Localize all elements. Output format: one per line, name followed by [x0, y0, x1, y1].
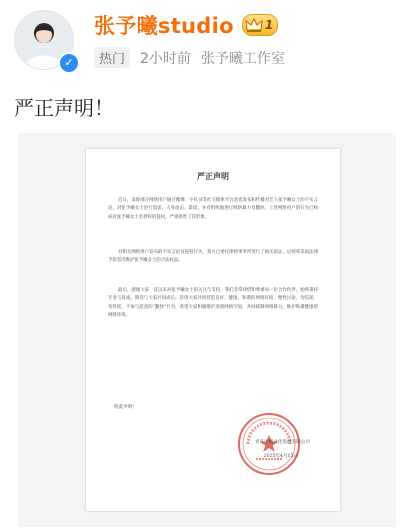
membership-level: 1 — [264, 18, 274, 32]
post-header — [0, 0, 414, 78]
post-image[interactable] — [18, 133, 396, 527]
document-date: 2025年4月15日 — [263, 454, 298, 459]
post-source[interactable]: 张予曦工作室 — [200, 50, 285, 67]
document-paragraph: 最后，感谢大家一直以来对张予曦女士的关注与支持，我们非常珍惜和尊重每一位合作伙伴，始终秉持专业与真诚，期待与大家共同成长。恳请大家共同营造良好、健康、和谐的网络环境，理性讨论，勿信谣、勿传谣，不参与恶意的“翻炒”行为，希望大家积极维护清朗网络空间，共同抵制网络暴力，维护和谐健康的网络环境。 — [108, 288, 318, 319]
document-company: 青岛予曦文化发展有限公司 — [254, 440, 310, 445]
verified-icon: ✓ — [58, 52, 80, 74]
statement-document — [86, 149, 340, 511]
crown-icon — [245, 17, 263, 33]
document-closing: 特此声明！ — [114, 405, 137, 410]
post-meta — [94, 47, 285, 68]
post-time: 2小时前 — [140, 50, 191, 67]
account-name-row — [94, 10, 278, 40]
document-paragraph: 近日，发现部分网络用户通过微博、小红书等社交媒体平台恶意发布和传播对艺人张予曦女士的不实言论，对张予曦女士进行造谣、人身攻击、诽谤，并有组织地进行网络暴力及翻炒。上述网络用户的行为已构成对张予曦女士名誉权的侵权，严重损害了其形象。 — [108, 198, 318, 220]
post-text: 严正声明！ — [14, 96, 114, 120]
document-title: 严正声明 — [197, 171, 229, 181]
hot-tag[interactable]: 热门 — [94, 47, 130, 68]
membership-badge[interactable] — [242, 14, 278, 36]
document-paragraph: 对相关网络用户发布的不实言论及侵权行为，我方已委托律师事务所进行了相关取证，后续将采取法律手段坚决维护张予曦女士的合法权益。 — [108, 250, 318, 264]
account-name[interactable]: 张予曦studio — [94, 14, 234, 38]
